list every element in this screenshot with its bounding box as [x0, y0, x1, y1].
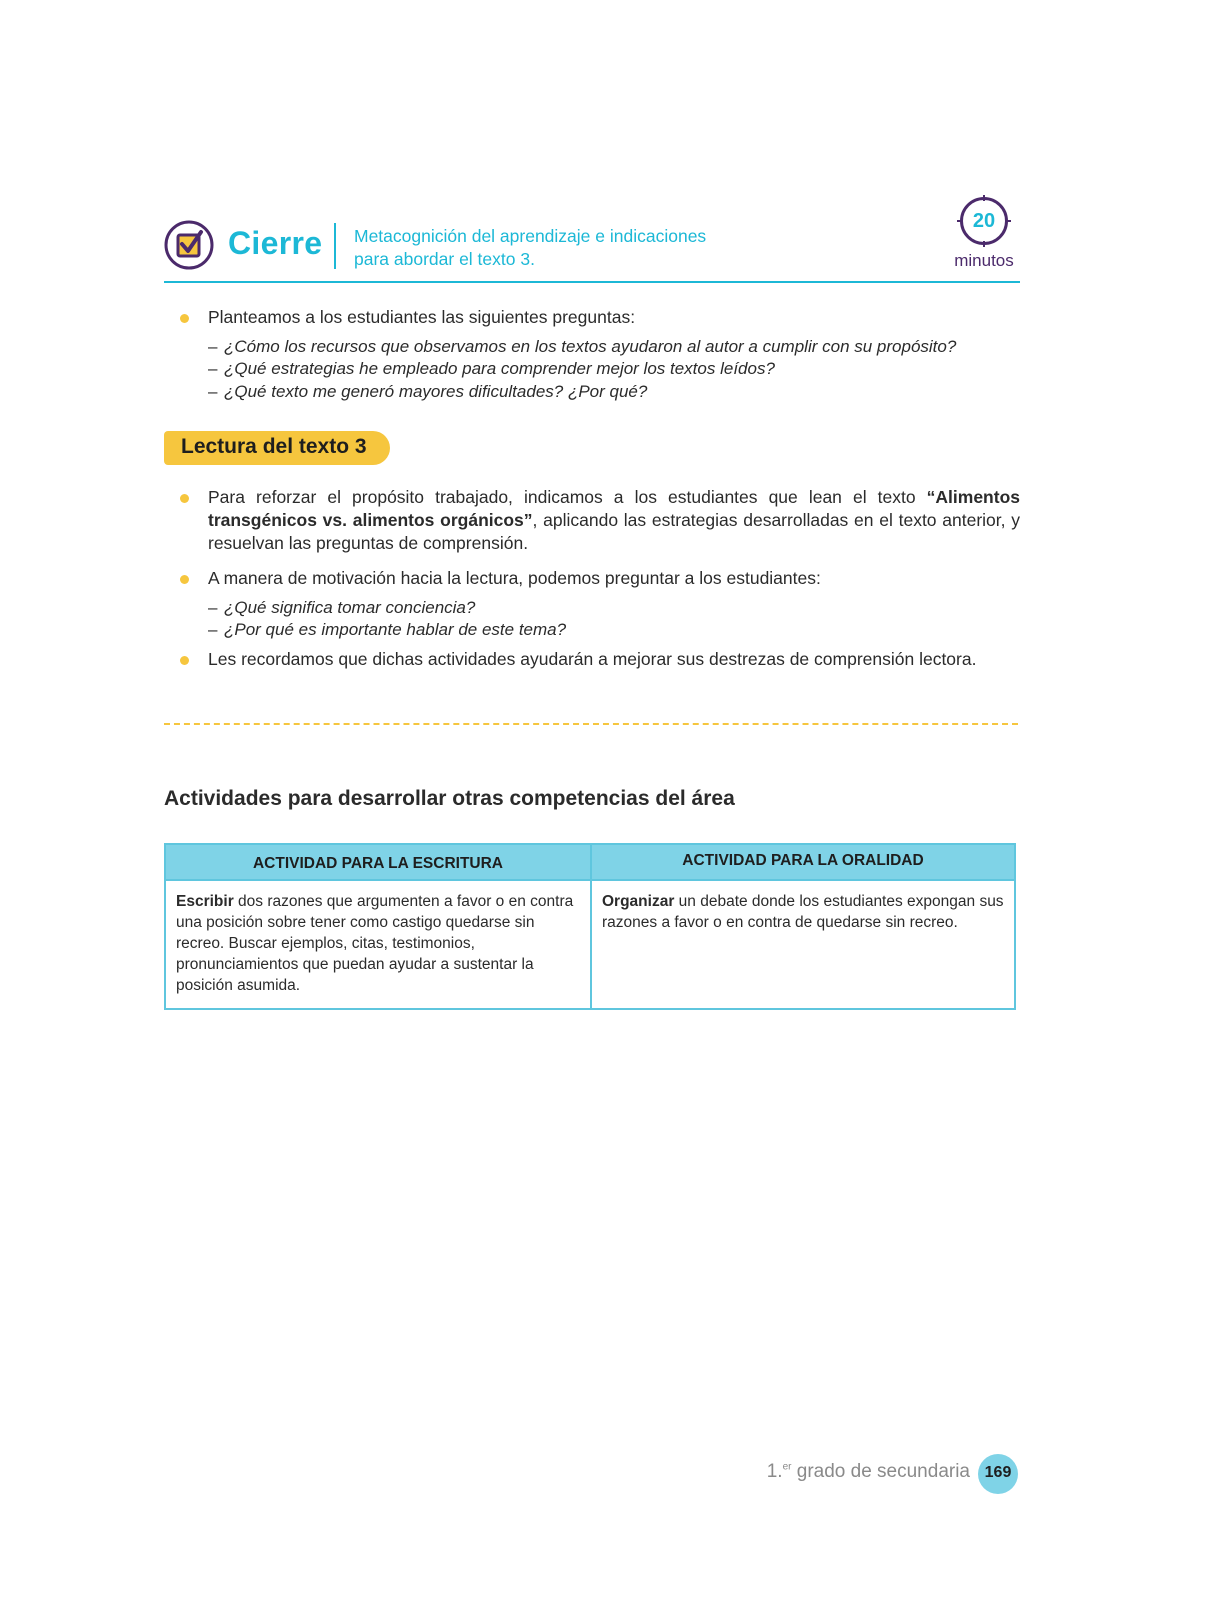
table-header-writing [166, 845, 590, 879]
question-item: – ¿Cómo los recursos que observamos en los textos ayudaron al autor a cumplir con su propósito? [208, 337, 957, 356]
checkbox-icon [164, 220, 214, 270]
grade-superscript: er [782, 1461, 792, 1473]
timer-value: 20 [972, 210, 996, 232]
timer-badge [952, 195, 1020, 277]
cell-bold-verb: Escribir [176, 893, 234, 910]
section-subtitle [354, 225, 706, 271]
dashed-divider [164, 723, 1018, 725]
table-cell-speaking [602, 891, 1006, 933]
header-text: ACTIVIDAD PARA LA ESCRITURA [252, 855, 503, 872]
grade-number: 1. [766, 1461, 783, 1482]
bullet-icon [180, 314, 189, 323]
question-text: ¿Por qué es importante hablar de este tema? [224, 620, 567, 639]
bullet-icon [180, 575, 189, 584]
question-item: – ¿Qué significa tomar conciencia? [208, 598, 476, 617]
subtitle-line-2: para abordar el texto 3. [354, 249, 535, 269]
table-header-speaking [592, 845, 1014, 879]
clock-tick-top [983, 195, 985, 201]
timer-unit: minutos [954, 251, 1014, 270]
header-text: ACTIVIDAD PARA LA ORALIDAD [682, 852, 924, 869]
cell-text: un debate donde los estudiantes expongan sus razones a favor o en contra de quedarse sin recreo. [602, 893, 1004, 931]
page-number: 169 [984, 1464, 1012, 1481]
footer-grade [740, 1461, 970, 1483]
bullet-icon [180, 494, 189, 503]
table-cell-writing [176, 891, 576, 996]
question-text: ¿Qué texto me generó mayores dificultades? ¿Por qué? [224, 382, 648, 401]
header-separator [334, 223, 336, 269]
clock-tick-bottom [983, 241, 985, 247]
question-text: ¿Qué significa tomar conciencia? [224, 598, 476, 617]
question-item: – ¿Por qué es importante hablar de este tema? [208, 620, 567, 639]
cell-text: dos razones que argumenten a favor o en contra una posición sobre tener como castigo quedarse sin recreo. Buscar ejemplos, citas, testimonios, pronunciamientos que puedan ayudar a sustentar la posición asumida. [176, 893, 574, 994]
bullet-text: Les recordamos que dichas actividades ayudarán a mejorar sus destrezas de comprensión lectora. [208, 649, 977, 669]
header-rule [164, 281, 1020, 283]
bullet-text: A manera de motivación hacia la lectura, podemos preguntar a los estudiantes: [208, 568, 821, 588]
text-title-bold: “Alimentos transgénicos vs. alimentos orgánicos” [208, 487, 1020, 530]
question-item: – ¿Qué texto me generó mayores dificultades? ¿Por qué? [208, 382, 648, 401]
activities-title: Actividades para desarrollar otras competencias del área [164, 787, 735, 810]
bullet-text-part: Para reforzar el propósito trabajado, indicamos a los estudiantes que lean el texto [208, 487, 927, 507]
page-number-badge [978, 1454, 1018, 1494]
bullet-text [208, 486, 1020, 555]
question-text: ¿Qué estrategias he empleado para comprender mejor los textos leídos? [224, 359, 775, 378]
question-item: – ¿Qué estrategias he empleado para comprender mejor los textos leídos? [208, 359, 775, 378]
table-divider-horizontal [166, 879, 1014, 881]
bullet-text-part: , aplicando las estrategias desarrolladas en el texto anterior, y resuelvan las preguntas de comprensión. [208, 510, 1020, 553]
section-label-text: Lectura del texto 3 [181, 435, 367, 458]
section-title: Cierre [228, 225, 323, 261]
question-text: ¿Cómo los recursos que observamos en los textos ayudaron al autor a cumplir con su propósito? [224, 337, 957, 356]
table-divider-vertical [590, 845, 592, 1008]
section-label [164, 431, 390, 465]
bullet-text: Planteamos a los estudiantes las siguientes preguntas: [208, 307, 636, 327]
section-header [164, 195, 1020, 287]
activities-table [164, 843, 1016, 1010]
grade-text: grado de secundaria [791, 1461, 970, 1482]
bullet-icon [180, 656, 189, 665]
subtitle-line-1: Metacognición del aprendizaje e indicaciones [354, 226, 707, 246]
cell-bold-verb: Organizar [602, 893, 675, 910]
